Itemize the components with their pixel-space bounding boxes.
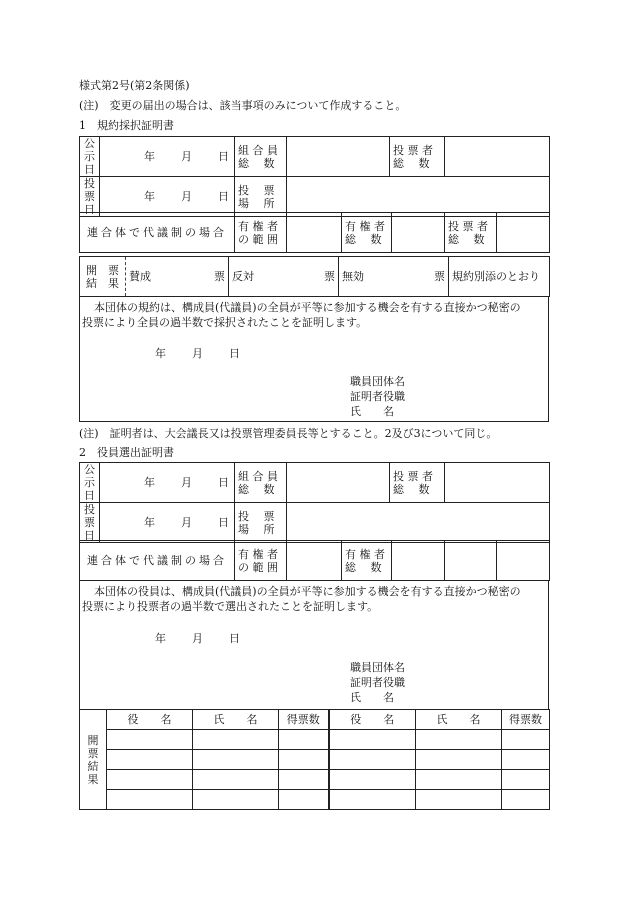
s2-cert-title-label: 証明者役職 [350, 676, 405, 689]
col-votes-2: 得票数 [502, 710, 550, 730]
voting-date-label: 投 票 日 [80, 177, 100, 217]
eligible-total-value[interactable] [392, 213, 445, 253]
s2-voting-date-value[interactable]: 年 月 日 [100, 503, 235, 543]
voters-total-value[interactable] [445, 137, 550, 177]
s2-blank-cell-1[interactable] [445, 541, 497, 581]
col-position-1: 役 名 [107, 710, 193, 730]
voters-total-label: 投 票 者 総 数 [390, 137, 445, 177]
announcement-date-value[interactable]: 年 月 日 [100, 137, 235, 177]
org-name-label: 職員団体名 [350, 375, 405, 388]
eligible-total-label: 有 権 者 総 数 [342, 213, 392, 253]
s2-cert-name-label: 氏 名 [350, 691, 394, 704]
cert-line2: 投票により全員の過半数で採択されたことを証明します。 [82, 316, 368, 329]
s2-cert-line1: 本団体の役員は、構成員(代議員)の全員が平等に参加する機会を有する直接かつ秘密の [94, 585, 521, 598]
bylaws-adoption-table [79, 136, 550, 217]
col-name-2: 氏 名 [416, 710, 502, 730]
results-label: 開 票 結 果 [80, 710, 107, 810]
eligible-scope-label: 有 権 者 の 範 囲 [235, 213, 287, 253]
s2-cert-line2: 投票により投票者の過半数で選出されたことを証明します。 [82, 600, 379, 613]
col-votes-1: 得票数 [279, 710, 329, 730]
section1-title: 1 規約採択証明書 [79, 119, 174, 132]
s2-cert-date[interactable]: 年 月 日 [155, 632, 240, 645]
s2-voters-total-label: 投 票 者 総 数 [390, 463, 445, 503]
bylaws-note: 規約別添のとおり [449, 257, 550, 297]
cert-title-label: 証明者役職 [350, 390, 405, 403]
s2-announcement-date-label: 公 示 日 [80, 463, 100, 503]
members-total-value[interactable] [287, 137, 390, 177]
cert-line1: 本団体の規約は、構成員(代議員)の全員が平等に参加する機会を有する直接かつ秘密の [94, 301, 521, 314]
cert-date[interactable]: 年 月 日 [155, 347, 240, 360]
s2-eligible-total-value[interactable] [392, 541, 445, 581]
section2-title: 2 役員選出証明書 [79, 446, 174, 459]
s2-members-total-label: 組 合 員 総 数 [235, 463, 287, 503]
table-row [80, 750, 550, 770]
against-votes[interactable]: 反対 票 [229, 257, 339, 297]
s2-eligible-scope-label: 有 権 者 の 範 囲 [235, 541, 287, 581]
form-number: 様式第2号(第2条関係) [79, 79, 190, 92]
voters-total2-value[interactable] [497, 213, 550, 253]
voting-place-label: 投 票 場 所 [235, 177, 287, 217]
eligible-scope-value[interactable] [287, 213, 342, 253]
voters-total2-label: 投 票 者 総 数 [445, 213, 497, 253]
s2-federation-row [79, 540, 550, 581]
vote-result-row [79, 256, 550, 297]
s2-voters-total-value[interactable] [445, 463, 550, 503]
certifier-note: (注) 証明者は、大会議長又は投票管理委員長等とすること。2及び3について同じ。 [79, 427, 498, 440]
result-label: 開 票 結 果 [80, 257, 126, 297]
table-row [80, 730, 550, 750]
invalid-votes[interactable]: 無効 票 [339, 257, 449, 297]
s2-org-name-label: 職員団体名 [350, 661, 405, 674]
s2-announcement-date-value[interactable]: 年 月 日 [100, 463, 235, 503]
s2-voting-place-value[interactable] [287, 503, 550, 543]
s2-voting-place-label: 投 票 場 所 [235, 503, 287, 543]
s2-eligible-total-label: 有 権 者 総 数 [342, 541, 392, 581]
federation-row [79, 212, 550, 253]
voting-date-value[interactable]: 年 月 日 [100, 177, 235, 217]
officer-election-table [79, 462, 550, 543]
change-note: (注) 変更の届出の場合は、該当事項のみについて作成すること。 [79, 99, 407, 112]
officer-certification-box [79, 580, 549, 710]
for-votes[interactable]: 賛成 票 [126, 257, 229, 297]
announcement-date-label: 公 示 日 [80, 137, 100, 177]
election-results-table [79, 709, 550, 810]
s2-federation-label: 連合体で代議制の場合 [80, 541, 235, 581]
table-row [80, 790, 550, 810]
col-name-1: 氏 名 [193, 710, 279, 730]
col-position-2: 役 名 [329, 710, 416, 730]
s2-eligible-scope-value[interactable] [287, 541, 342, 581]
voting-place-value[interactable] [287, 177, 550, 217]
cert-name-label: 氏 名 [350, 405, 394, 418]
bylaws-certification-box [79, 296, 549, 422]
table-row [80, 770, 550, 790]
federation-label: 連合体で代議制の場合 [80, 213, 235, 253]
s2-voting-date-label: 投 票 日 [80, 503, 100, 543]
members-total-label: 組 合 員 総 数 [235, 137, 287, 177]
s2-blank-cell-2[interactable] [497, 541, 550, 581]
s2-members-total-value[interactable] [287, 463, 390, 503]
